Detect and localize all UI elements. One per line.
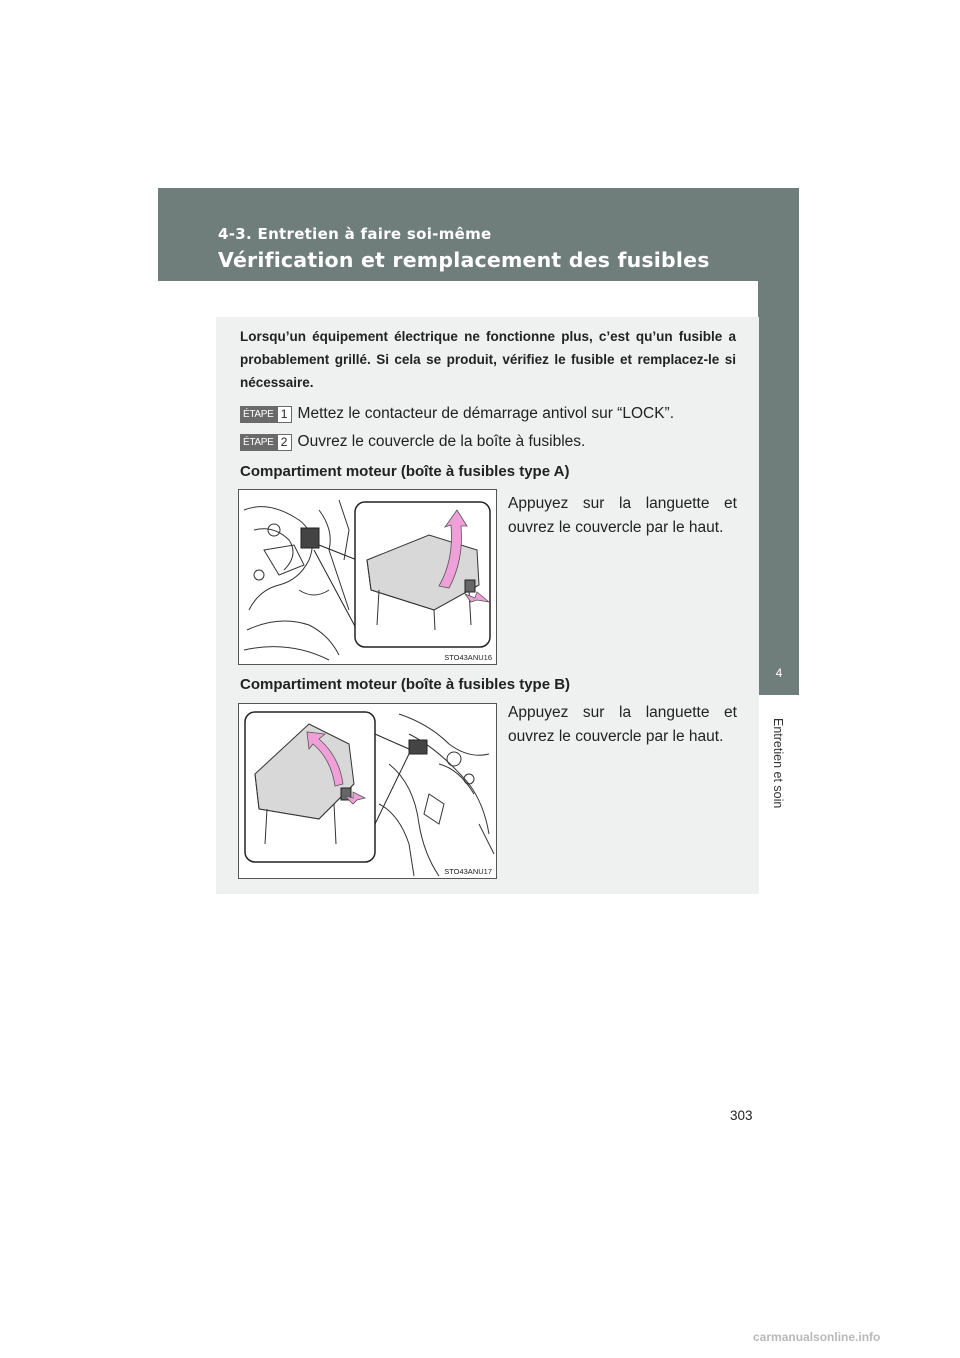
figure-type-b — [238, 703, 497, 879]
section-heading-type-a: Compartiment moteur (boîte à fusibles type A) — [240, 463, 570, 480]
step-badge — [240, 434, 292, 451]
figure-code: STO43ANU16 — [444, 653, 492, 662]
section-label: 4-3. Entretien à faire soi-même — [218, 225, 492, 243]
chapter-header — [158, 188, 799, 281]
step-text: Ouvrez le couvercle de la boîte à fusibles. — [297, 433, 586, 450]
figure-type-a — [238, 489, 497, 665]
step-text: Mettez le contacteur de démarrage antivol sur “LOCK”. — [297, 405, 675, 422]
step-2 — [240, 433, 585, 451]
intro-text: Lorsqu’un équipement électrique ne fonctionne plus, c’est qu’un fusible a probablement grillé. Si cela se produit, vérifiez le fusible et remplacez-le si nécessaire. — [240, 329, 736, 390]
description-type-b: Appuyez sur la languette et ouvrez le couvercle par le haut. — [508, 704, 737, 745]
figure-code: STO43ANU17 — [444, 867, 492, 876]
chapter-number: 4 — [775, 666, 783, 680]
step-badge-label: ÉTAPE — [240, 434, 277, 451]
fuse-box-small — [301, 528, 319, 548]
page-number: 303 — [730, 1108, 753, 1123]
description-type-a: Appuyez sur la languette et ouvrez le couvercle par le haut. — [508, 495, 737, 536]
page-title: Vérification et remplacement des fusibles — [218, 248, 710, 272]
content-panel — [216, 317, 759, 894]
engine-compartment-illustration — [239, 704, 496, 878]
step-1 — [240, 405, 674, 423]
chapter-name: Entretien et soin — [771, 718, 785, 809]
step-badge-number: 2 — [277, 434, 292, 451]
fuse-box-small — [409, 740, 427, 754]
watermark: carmanualsonline.info — [753, 1330, 881, 1344]
step-badge-label: ÉTAPE — [240, 406, 277, 423]
step-badge — [240, 406, 292, 423]
engine-compartment-illustration — [239, 490, 496, 664]
section-heading-type-b: Compartiment moteur (boîte à fusibles type B) — [240, 676, 571, 693]
step-badge-number: 1 — [277, 406, 292, 423]
